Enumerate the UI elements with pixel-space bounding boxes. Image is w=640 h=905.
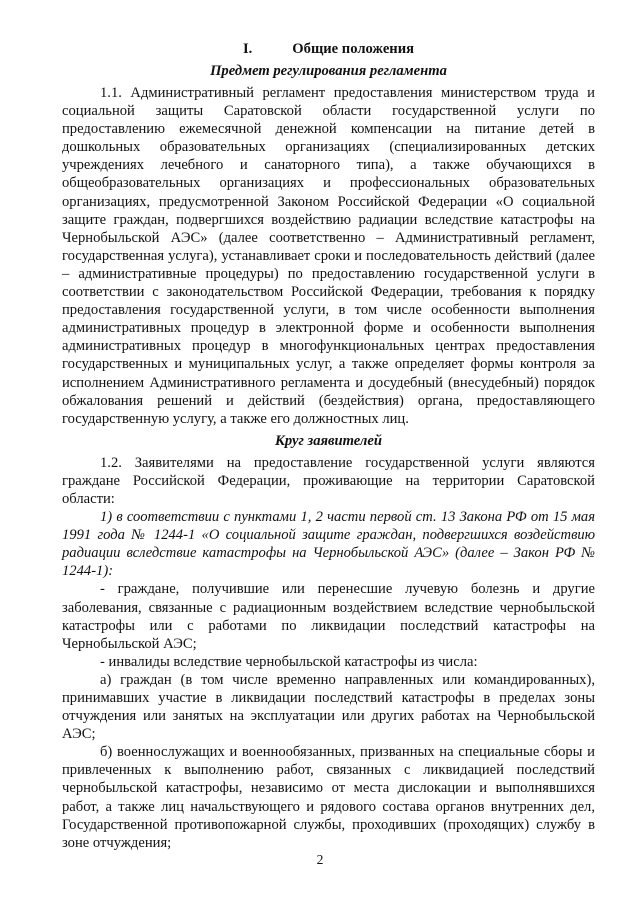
section-heading: [62, 40, 595, 58]
subsection-title: Предмет регулирования регламента: [210, 63, 447, 79]
paragraph-italic: 1) в соответствии с пунктами 1, 2 части первой ст. 13 Закона РФ от 15 мая 1991 года № 1244-1 «О социальной защите граждан, подвергшихся воздействию радиации вследствие катастрофы на Чернобыльской АЭС» (далее – Закон РФ № 1244-1):: [62, 509, 595, 580]
paragraph: - инвалиды вследствие чернобыльской катастрофы из числа:: [100, 653, 478, 670]
paragraph: 1.1. Административный регламент предоставления министерством труда и социальной защиты Саратовской области государственной услуги по предоставлению ежемесячной денежной компенсации на питание детей в дошкольных образовательных организациях (специализированных детских учреждениях лечебного и санаторного типа), а также обучающихся в общеобразовательных организациях и профессиональных образовательных организациях, предусмотренной Законом Российской Федерации «О социальной защите граждан, подвергшихся воздействию радиации вследствие катастрофы на Чернобыльской АЭС» (далее соответственно – Административный регламент, государственная услуга), устанавливает сроки и последовательность действий (далее – административные процедуры) по предоставлению государственной услуги в соответствии с законодательством Российской Федерации, требования к порядку предоставления государственной услуги, в том числе особенности выполнения административных процедур в электронной форме и особенности выполнения административных процедур в многофункциональных центрах предоставления государственных и муниципальных услуг, а также определяет формы контроля за исполнением Административного регламента и досудебный (внесудебный) порядок обжалования решений и действий (бездействия) органа, предоставляющего государственную услугу, а также его должностных лиц.: [62, 85, 595, 427]
paragraph: а) граждан (в том числе временно направленных или командированных), принимавших участие в ликвидации последствий катастрофы в пределах зоны отчуждения или занятых на эксплуатации или других работах на Чернобыльской АЭС;: [62, 671, 595, 743]
paragraph: - граждане, получившие или перенесшие лучевую болезнь и другие заболевания, связанные с радиационным воздействием вследствие чернобыльской катастрофы или с работами по ликвидации последствий катастрофы на Чернобыльской АЭС;: [62, 581, 595, 652]
document-page: [62, 40, 595, 852]
page-number: 2: [316, 852, 324, 867]
paragraph: б) военнослужащих и военнообязанных, призванных на специальные сборы и привлеченных к выполнению работ, связанных с ликвидацией последствий чернобыльской катастрофы, независимо от места дислокации и выполнявшихся работ, а также лиц начальствующего и рядового состава органов внутренних дел, Государственной противопожарной службы, проходивших (проходящих) службу в зоне отчуждения;: [62, 744, 595, 851]
section-number: I.: [242, 41, 253, 57]
subsection-title: Круг заявителей: [274, 432, 383, 449]
section-title: Общие положения: [292, 41, 415, 57]
paragraph: 1.2. Заявителями на предоставление государственной услуги являются граждане Российской Федерации, проживающие на территории Саратовской области:: [62, 454, 595, 507]
